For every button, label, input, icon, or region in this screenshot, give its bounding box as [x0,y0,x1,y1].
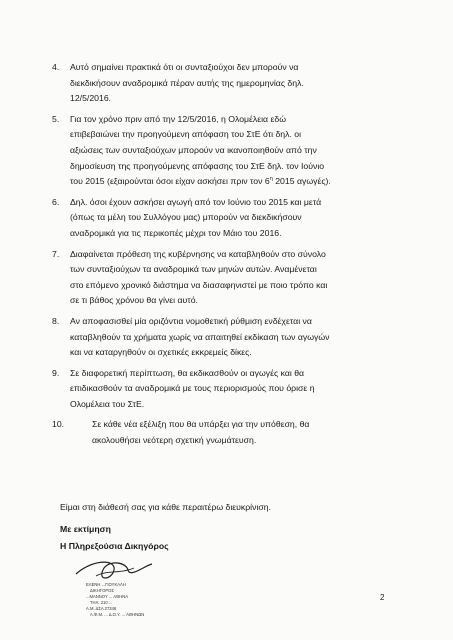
item-text-line [70,226,398,242]
item-number: 8. [52,315,60,326]
item-text-line [70,76,398,92]
stamp-line: Α.Φ.Μ. ... Δ.Ο.Υ. ... ΑΘΗΝΩΝ [90,612,145,617]
line-text: στο επόμενο χρονικό διάστημα να διασαφηνιστεί με ποιο τρόπο και [70,279,328,290]
item-number: 9. [52,367,60,378]
item-text-line [70,195,398,211]
closing-sentence: Είμαι στη διάθεσή σας για κάθε περαιτέρω διευκρίνιση. [60,502,271,512]
stamp-line: ΤΗΛ. 210 ... [90,600,113,605]
item-text-line [70,278,398,294]
list-item [50,195,398,242]
numbered-list [50,60,398,454]
item-text-line [70,159,398,175]
item-text-line [70,345,398,361]
item-text-line [70,293,398,309]
list-item [50,60,398,107]
line-text: αναδρομικά για τις περικοπές μέχρι τον Μάιο του 2016. [70,227,282,238]
item-text-line [70,314,398,330]
signature-title: Η Πληρεξούσια Δικηγόρος [60,541,169,551]
item-text-line [70,247,398,263]
line-text: των συνταξιούχων τα αναδρομικά των μηνών αυτών. Αναμένεται [70,264,317,275]
line-text: σε τι βάθος χρόνου θα γίνει αυτό. [70,295,198,306]
stamp-line: ΕΛΕΝΗ ...ΓΙΟΥΚΑΛΗ [86,582,126,587]
item-text-line [92,433,398,449]
line-text: ακολουθήσει νεότερη σχετική γνωμάτευση. [92,435,257,446]
page-number: 2 [380,593,385,602]
line-text: επιδικασθούν τα αναδρομικά με τους περιορισμούς που όρισε η [70,383,315,394]
stamp-line: ΔΙΚΗΓΟΡΟΣ [90,588,114,593]
line-text: Για τον χρόνο πριν από την 12/5/2016, η Ολομέλεια εδώ [70,113,286,124]
line-text: Σε κάθε νέα εξέλιξη που θα υπάρξει για την υπόθεση, θα [92,419,310,430]
item-number: 7. [52,248,60,259]
line-text: Σε διαφορετική περίπτωση, θα εκδικασθούν οι αγωγές και θα [70,367,305,378]
list-item [50,112,398,190]
item-text-line [70,262,398,278]
stamp-line: ...ΜΑΝΝΟΥ ... ΑΘΗΝΑ [86,594,129,599]
item-number: 5. [52,113,60,124]
item-number: 6. [52,196,60,207]
line-text: Αυτό σημαίνει πρακτικά ότι οι συνταξιούχοι δεν μπορούν να [70,62,299,72]
superscript: η [269,176,273,183]
line-text: Δηλ. όσοι έχουν ασκήσει αγωγή από τον Ιούνιο του 2015 και μετά [70,196,322,207]
item-text-line [70,127,398,143]
line-text: Διαφαίνεται πρόθεση της κυβέρνησης να καταβληθούν στο σύνολο [70,248,326,259]
item-text-line [70,91,398,107]
item-text-line [70,143,398,159]
line-text: αξιώσεις των συνταξιούχων μπορούν να ικανοποιηθούν από την [70,144,317,155]
item-text-line [70,112,398,128]
stamp-line: Α.Μ. ΔΣΑ 27346 [86,606,117,611]
item-text-line [70,174,398,190]
line-text: 12/5/2016. [70,93,112,104]
item-text-line [70,381,398,397]
line-text-tail: 2015 αγωγές). [272,176,331,187]
signature-stamp [56,556,186,622]
list-item [50,247,398,309]
line-text: του 2015 (εξαιρούνται όσοι είχαν ασκήσει πριν τον 6 [70,176,270,187]
item-number: 10. [52,419,65,430]
line-text: δημοσίευση της προηγούμενης απόφασης του ΣτΕ δηλ. τον Ιούνιο [70,160,325,171]
list-item [50,417,398,448]
item-text-line [92,417,398,433]
line-text: Αν αποφασισθεί μία οριζόντια νομοθετική ρύθμιση ενδέχεται να [70,315,312,326]
item-text-line [70,366,398,382]
item-text-line [70,60,398,76]
line-text: και να καταργηθούν οι σχετικές εκκρεμείς δίκες. [70,347,252,358]
list-item [50,366,398,413]
line-text: διεκδικήσουν αναδρομικά πέραν αυτής της ημερομηνίας δηλ. [70,77,304,88]
item-number: 4. [52,62,60,72]
line-text: Ολομέλεια του ΣτΕ. [70,398,145,409]
line-text: επιβεβαιώνει την προηγούμενη απόφαση του ΣτΕ ότι δηλ. οι [70,129,302,140]
list-item [50,314,398,361]
item-text-line [70,210,398,226]
signature-greeting: Με εκτίμηση [60,524,111,534]
line-text: καταβληθούν τα χρήματα χωρίς να απαιτηθεί εκδίκαση των αγωγών [70,331,330,342]
item-text-line [70,397,398,413]
line-text: (όπως τα μέλη του Συλλόγου μας) μπορούν να διεκδικήσουν [70,212,302,223]
item-text-line [70,330,398,346]
